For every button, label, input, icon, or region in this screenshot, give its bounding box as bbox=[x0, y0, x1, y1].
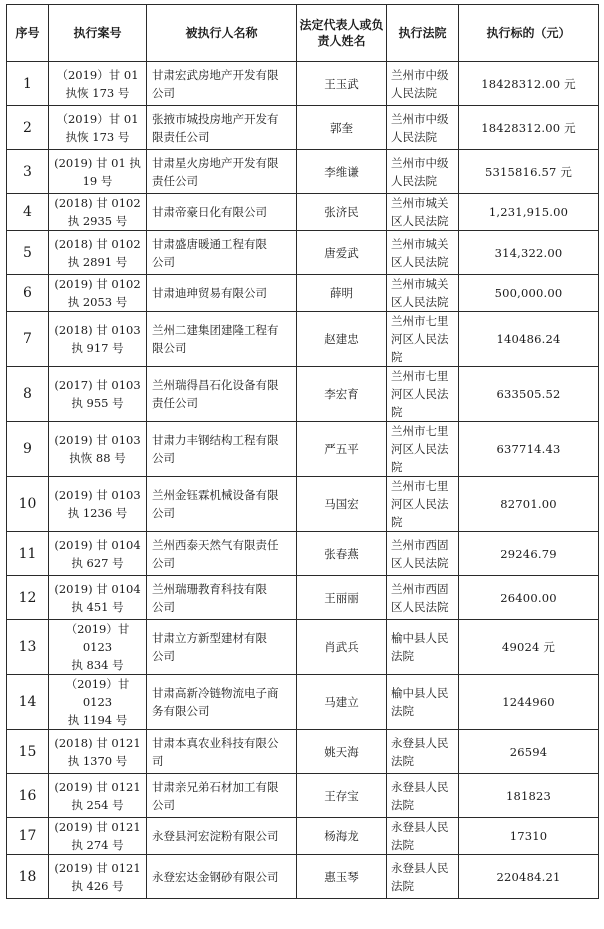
table-row bbox=[7, 818, 599, 855]
row-rep: 王丽丽 bbox=[297, 576, 387, 620]
table-row bbox=[7, 532, 599, 576]
table-row bbox=[7, 576, 599, 620]
row-case-no: (2019) 甘 0103 执 1236 号 bbox=[49, 477, 147, 532]
table-row bbox=[7, 620, 599, 675]
row-rep: 郭奎 bbox=[297, 106, 387, 150]
table-row bbox=[7, 312, 599, 367]
row-company: 甘肃高新冷链物流电子商 务有限公司 bbox=[147, 675, 297, 730]
row-amount: 26594 bbox=[459, 730, 599, 774]
table-row bbox=[7, 62, 599, 106]
row-company: 甘肃亲兄弟石材加工有限 公司 bbox=[147, 774, 297, 818]
row-case-no: (2019) 甘 0121 执 254 号 bbox=[49, 774, 147, 818]
row-company: 兰州金钰霖机械设备有限 公司 bbox=[147, 477, 297, 532]
row-rep: 姚天海 bbox=[297, 730, 387, 774]
row-company: 甘肃宏武房地产开发有限 公司 bbox=[147, 62, 297, 106]
header-amount: 执行标的（元） bbox=[459, 5, 599, 62]
table-row bbox=[7, 231, 599, 275]
row-rep: 李维谦 bbox=[297, 150, 387, 194]
row-amount: 500,000.00 bbox=[459, 275, 599, 312]
row-index: 9 bbox=[7, 422, 49, 477]
row-court: 兰州市七里 河区人民法 院 bbox=[387, 367, 459, 422]
row-case-no: (2019) 甘 0121 执 274 号 bbox=[49, 818, 147, 855]
table-row bbox=[7, 855, 599, 899]
row-index: 7 bbox=[7, 312, 49, 367]
header-case-no: 执行案号 bbox=[49, 5, 147, 62]
row-court: 兰州市七里 河区人民法 院 bbox=[387, 477, 459, 532]
row-court: 兰州市西固 区人民法院 bbox=[387, 576, 459, 620]
row-amount: 29246.79 bbox=[459, 532, 599, 576]
row-index: 2 bbox=[7, 106, 49, 150]
row-case-no: (2019) 甘 0103 执恢 88 号 bbox=[49, 422, 147, 477]
row-case-no: (2019) 甘 0102 执 2053 号 bbox=[49, 275, 147, 312]
row-court: 兰州市西固 区人民法院 bbox=[387, 532, 459, 576]
row-company: 甘肃立方新型建材有限 公司 bbox=[147, 620, 297, 675]
row-court: 兰州市中级 人民法院 bbox=[387, 62, 459, 106]
row-company: 甘肃迪珅贸易有限公司 bbox=[147, 275, 297, 312]
row-index: 8 bbox=[7, 367, 49, 422]
row-case-no: (2019) 甘 0104 执 627 号 bbox=[49, 532, 147, 576]
row-rep: 王玉武 bbox=[297, 62, 387, 106]
row-amount: 26400.00 bbox=[459, 576, 599, 620]
row-index: 11 bbox=[7, 532, 49, 576]
row-case-no: (2018) 甘 0102 执 2935 号 bbox=[49, 194, 147, 231]
row-index: 16 bbox=[7, 774, 49, 818]
row-rep: 王存宝 bbox=[297, 774, 387, 818]
row-rep: 赵建忠 bbox=[297, 312, 387, 367]
row-index: 5 bbox=[7, 231, 49, 275]
row-amount: 1244960 bbox=[459, 675, 599, 730]
row-case-no: (2019) 甘 01 执 19 号 bbox=[49, 150, 147, 194]
row-company: 兰州瑞得昌石化设备有限 责任公司 bbox=[147, 367, 297, 422]
table-row bbox=[7, 774, 599, 818]
table-row bbox=[7, 422, 599, 477]
row-rep: 马国宏 bbox=[297, 477, 387, 532]
row-case-no: (2018) 甘 0121 执 1370 号 bbox=[49, 730, 147, 774]
row-court: 兰州市中级 人民法院 bbox=[387, 150, 459, 194]
row-index: 6 bbox=[7, 275, 49, 312]
header-row bbox=[7, 5, 599, 62]
row-index: 4 bbox=[7, 194, 49, 231]
row-amount: 181823 bbox=[459, 774, 599, 818]
row-rep: 张济民 bbox=[297, 194, 387, 231]
row-amount: 18428312.00 元 bbox=[459, 62, 599, 106]
row-rep: 李宏育 bbox=[297, 367, 387, 422]
table-row bbox=[7, 730, 599, 774]
row-company: 永登宏达金钢砂有限公司 bbox=[147, 855, 297, 899]
table-body bbox=[7, 62, 599, 899]
row-court: 兰州市城关 区人民法院 bbox=[387, 194, 459, 231]
row-amount: 637714.43 bbox=[459, 422, 599, 477]
row-case-no: （2019）甘 01 执恢 173 号 bbox=[49, 62, 147, 106]
row-index: 12 bbox=[7, 576, 49, 620]
row-case-no: (2019) 甘 0104 执 451 号 bbox=[49, 576, 147, 620]
row-amount: 17310 bbox=[459, 818, 599, 855]
row-court: 兰州市七里 河区人民法 院 bbox=[387, 312, 459, 367]
row-company: 甘肃星火房地产开发有限 责任公司 bbox=[147, 150, 297, 194]
row-amount: 633505.52 bbox=[459, 367, 599, 422]
row-rep: 杨海龙 bbox=[297, 818, 387, 855]
row-amount: 140486.24 bbox=[459, 312, 599, 367]
row-amount: 1,231,915.00 bbox=[459, 194, 599, 231]
row-case-no: （2019）甘 0123 执 834 号 bbox=[49, 620, 147, 675]
row-rep: 薛明 bbox=[297, 275, 387, 312]
row-index: 14 bbox=[7, 675, 49, 730]
row-amount: 82701.00 bbox=[459, 477, 599, 532]
table-row bbox=[7, 675, 599, 730]
row-rep: 严五平 bbox=[297, 422, 387, 477]
row-case-no: （2019）甘 0123 执 1194 号 bbox=[49, 675, 147, 730]
table-row bbox=[7, 194, 599, 231]
table-row bbox=[7, 150, 599, 194]
row-court: 榆中县人民 法院 bbox=[387, 620, 459, 675]
row-amount: 5315816.57 元 bbox=[459, 150, 599, 194]
row-rep: 唐爱武 bbox=[297, 231, 387, 275]
table-row bbox=[7, 477, 599, 532]
row-court: 兰州市七里 河区人民法 院 bbox=[387, 422, 459, 477]
row-index: 10 bbox=[7, 477, 49, 532]
row-company: 张掖市城投房地产开发有 限责任公司 bbox=[147, 106, 297, 150]
header-index: 序号 bbox=[7, 5, 49, 62]
row-index: 18 bbox=[7, 855, 49, 899]
row-company: 甘肃力丰钢结构工程有限 公司 bbox=[147, 422, 297, 477]
row-rep: 马建立 bbox=[297, 675, 387, 730]
row-court: 永登县人民 法院 bbox=[387, 774, 459, 818]
row-court: 永登县人民 法院 bbox=[387, 730, 459, 774]
row-amount: 314,322.00 bbox=[459, 231, 599, 275]
header-company: 被执行人名称 bbox=[147, 5, 297, 62]
header-court: 执行法院 bbox=[387, 5, 459, 62]
header-rep: 法定代表人或负责人姓名 bbox=[297, 5, 387, 62]
row-amount: 18428312.00 元 bbox=[459, 106, 599, 150]
row-company: 兰州二建集团建隆工程有 限公司 bbox=[147, 312, 297, 367]
row-company: 甘肃盛唐暖通工程有限 公司 bbox=[147, 231, 297, 275]
row-company: 兰州西泰天然气有限责任 公司 bbox=[147, 532, 297, 576]
row-company: 甘肃帝豪日化有限公司 bbox=[147, 194, 297, 231]
table-row bbox=[7, 275, 599, 312]
row-rep: 肖武兵 bbox=[297, 620, 387, 675]
row-amount: 49024 元 bbox=[459, 620, 599, 675]
row-case-no: (2017) 甘 0103 执 955 号 bbox=[49, 367, 147, 422]
table-row bbox=[7, 367, 599, 422]
row-company: 永登县河宏淀粉有限公司 bbox=[147, 818, 297, 855]
row-company: 甘肃本真农业科技有限公 司 bbox=[147, 730, 297, 774]
table-row bbox=[7, 106, 599, 150]
row-case-no: （2019）甘 01 执恢 173 号 bbox=[49, 106, 147, 150]
row-case-no: (2018) 甘 0102 执 2891 号 bbox=[49, 231, 147, 275]
row-amount: 220484.21 bbox=[459, 855, 599, 899]
row-court: 兰州市中级 人民法院 bbox=[387, 106, 459, 150]
row-index: 1 bbox=[7, 62, 49, 106]
row-index: 15 bbox=[7, 730, 49, 774]
row-court: 永登县人民 法院 bbox=[387, 855, 459, 899]
row-court: 永登县人民 法院 bbox=[387, 818, 459, 855]
row-rep: 张春燕 bbox=[297, 532, 387, 576]
row-index: 13 bbox=[7, 620, 49, 675]
row-case-no: (2019) 甘 0121 执 426 号 bbox=[49, 855, 147, 899]
row-rep: 惠玉琴 bbox=[297, 855, 387, 899]
row-court: 榆中县人民 法院 bbox=[387, 675, 459, 730]
row-company: 兰州瑞珊教育科技有限 公司 bbox=[147, 576, 297, 620]
row-index: 17 bbox=[7, 818, 49, 855]
row-case-no: (2018) 甘 0103 执 917 号 bbox=[49, 312, 147, 367]
row-court: 兰州市城关 区人民法院 bbox=[387, 275, 459, 312]
row-court: 兰州市城关 区人民法院 bbox=[387, 231, 459, 275]
row-index: 3 bbox=[7, 150, 49, 194]
enforcement-table bbox=[6, 4, 599, 899]
